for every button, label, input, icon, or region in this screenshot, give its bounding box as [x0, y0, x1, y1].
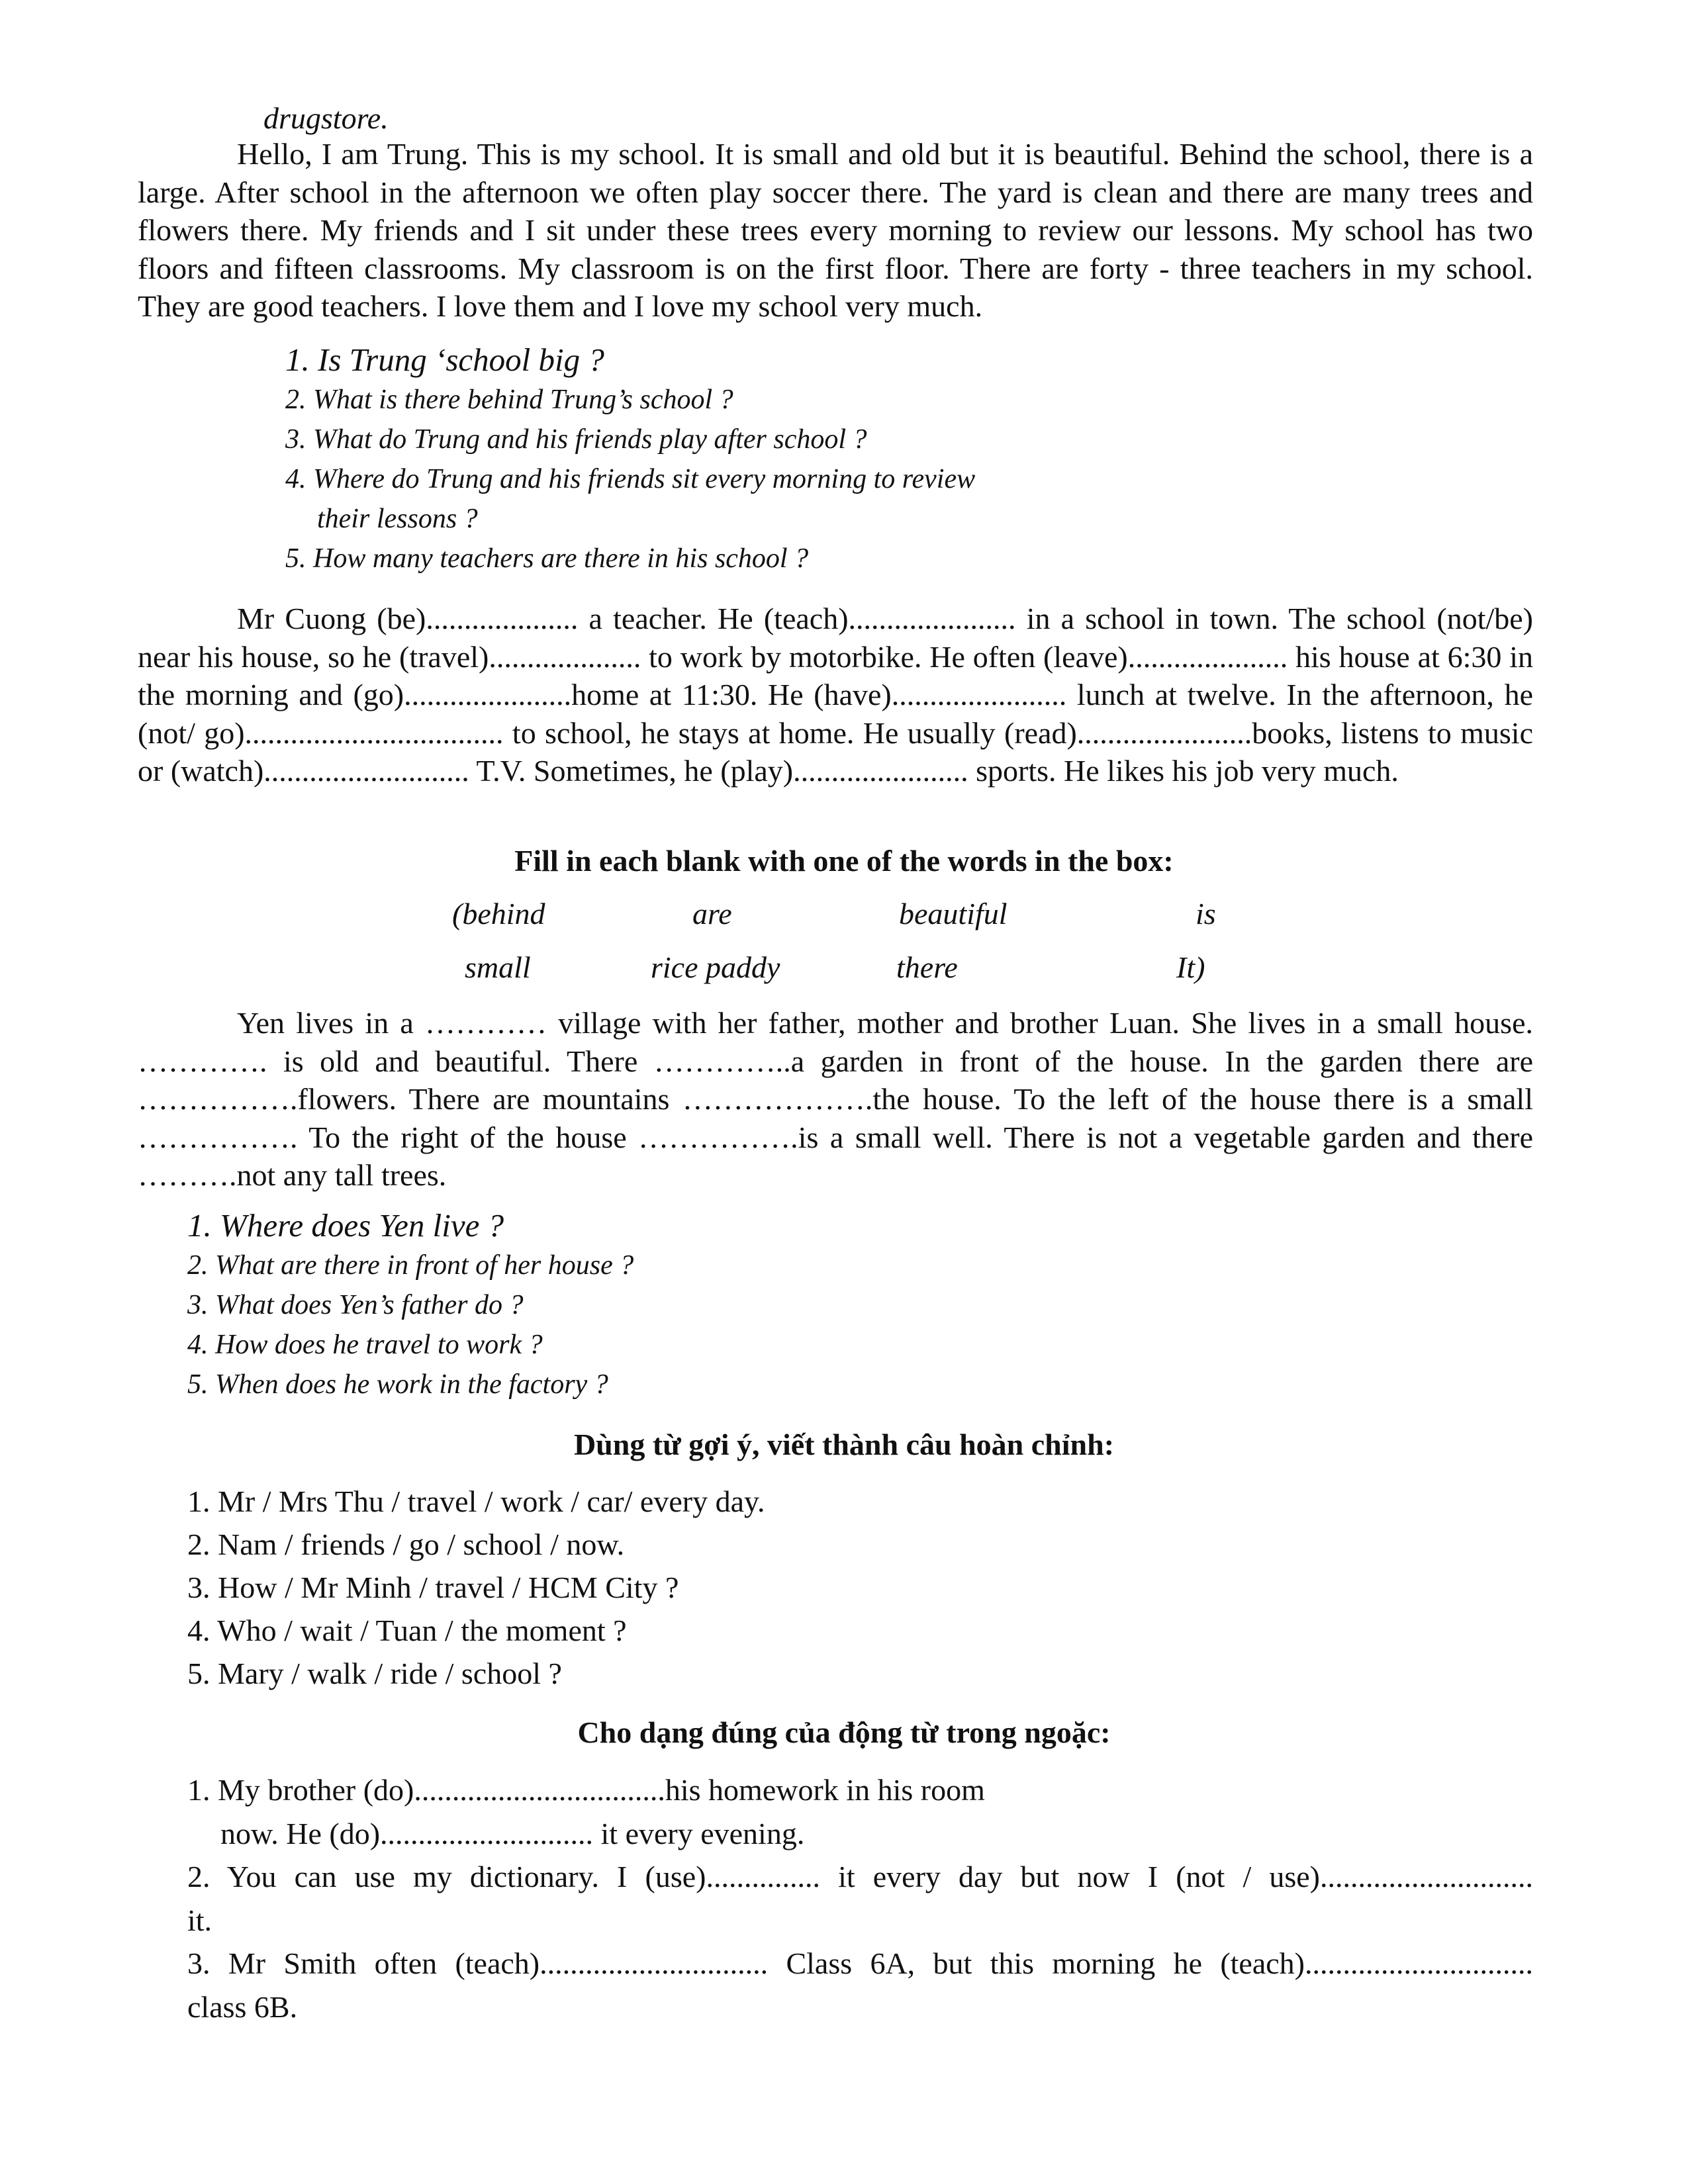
reading-questions — [285, 340, 975, 578]
sentence-title: Dùng từ gợi ý, viết thành câu hoàn chỉnh: — [573, 1428, 1115, 1461]
verb-item: 2. You can use my dictionary. I (use)............... it every day but now I (not / use)............................ — [187, 1860, 1533, 1893]
sentence-item: 2. Nam / friends / go / school / now. — [187, 1527, 625, 1561]
verb-form-title: Cho dạng đúng của động từ trong ngoặc: — [577, 1715, 1111, 1749]
question: 2. What are there in front of her house ? — [187, 1250, 634, 1281]
verb-item: 1. My brother (do).................................his homework in his room — [187, 1773, 985, 1807]
box-word: rice paddy — [651, 950, 780, 984]
fill-passage: Yen lives in a ………… village with her father, mother and brother Luan. She lives in a small house. …………. is old and beautiful. There …………..a garden in front of the house. In the garden there are …………….flowers. There are mountains ……………….the house. To the left of the house there is a small ……………. To the right of the house …………….is a small well. There is not a vegetable garden and there ……….not any tall trees. — [138, 1006, 1533, 1192]
fill-title: Fill in each blank with one of the words in the box: — [514, 844, 1174, 878]
box-word: small — [465, 950, 531, 984]
verb-passage: Mr Cuong (be).................... a teacher. He (teach)...................... in a school in town. The school (not/be) near his house, so he (travel).................... to work by motorbike. He often (leave)..................... his house at 6:30 in the morning and (go)......................home at 11:30. He (have)....................... lunch at twelve. In the afternoon, he (not/ go).................................. to school, he stays at home. He usually (read).......................books, listens to music or (watch)........................... T.V. Sometimes, he (play)....................... sports. He likes his job very much. — [138, 602, 1533, 788]
box-word: are — [692, 897, 732, 931]
top-word: drugstore. — [263, 101, 389, 135]
verb-item: 3. Mr Smith often (teach).............................. Class 6A, but this morning he (teach).............................. — [187, 1946, 1533, 1980]
verb-item: now. He (do)............................ it every evening. — [220, 1816, 805, 1850]
sentence-item: 1. Mr / Mrs Thu / travel / work / car/ every day. — [187, 1484, 765, 1518]
question: 4. How does he travel to work ? — [187, 1330, 543, 1360]
question: 4. Where do Trung and his friends sit every morning to review — [285, 464, 976, 494]
question: 5. How many teachers are there in his school ? — [285, 543, 809, 574]
verb-item: it. — [187, 1903, 212, 1937]
box-word: (behind — [452, 897, 545, 931]
sentence-item: 3. How / Mr Minh / travel / HCM City ? — [187, 1570, 679, 1604]
question: 1. Where does Yen live ? — [187, 1207, 504, 1244]
question: 3. What do Trung and his friends play after school ? — [285, 424, 867, 455]
sentence-items — [187, 1480, 765, 1695]
sentence-item: 4. Who / wait / Tuan / the moment ? — [187, 1614, 627, 1647]
box-word: there — [896, 950, 958, 984]
question: 3. What does Yen’s father do ? — [187, 1290, 524, 1320]
verb-item: class 6B. — [187, 1989, 298, 2024]
question: 2. What is there behind Trung’s school ? — [285, 385, 733, 415]
verb-form-items — [187, 1768, 1533, 2028]
question: 1. Is Trung ‘school big ? — [285, 341, 604, 378]
question: 5. When does he work in the factory ? — [187, 1369, 608, 1400]
box-word: beautiful — [899, 897, 1008, 931]
box-word: is — [1196, 897, 1216, 931]
box-word: It) — [1176, 950, 1205, 984]
fill-questions — [187, 1206, 633, 1404]
sentence-item: 5. Mary / walk / ride / school ? — [187, 1657, 562, 1690]
question: their lessons ? — [317, 504, 478, 534]
reading-passage: Hello, I am Trung. This is my school. It is small and old but it is beautiful. Behind the school, there is a large. After school in the afternoon we often play soccer there. The yard is clean and there are many trees and flowers there. My friends and I sit under these trees every morning to review our lessons. My school has two floors and fifteen classrooms. My classroom is on the first floor. There are forty - three teachers in my school. They are good teachers. I love them and I love my school very much. — [138, 137, 1533, 323]
